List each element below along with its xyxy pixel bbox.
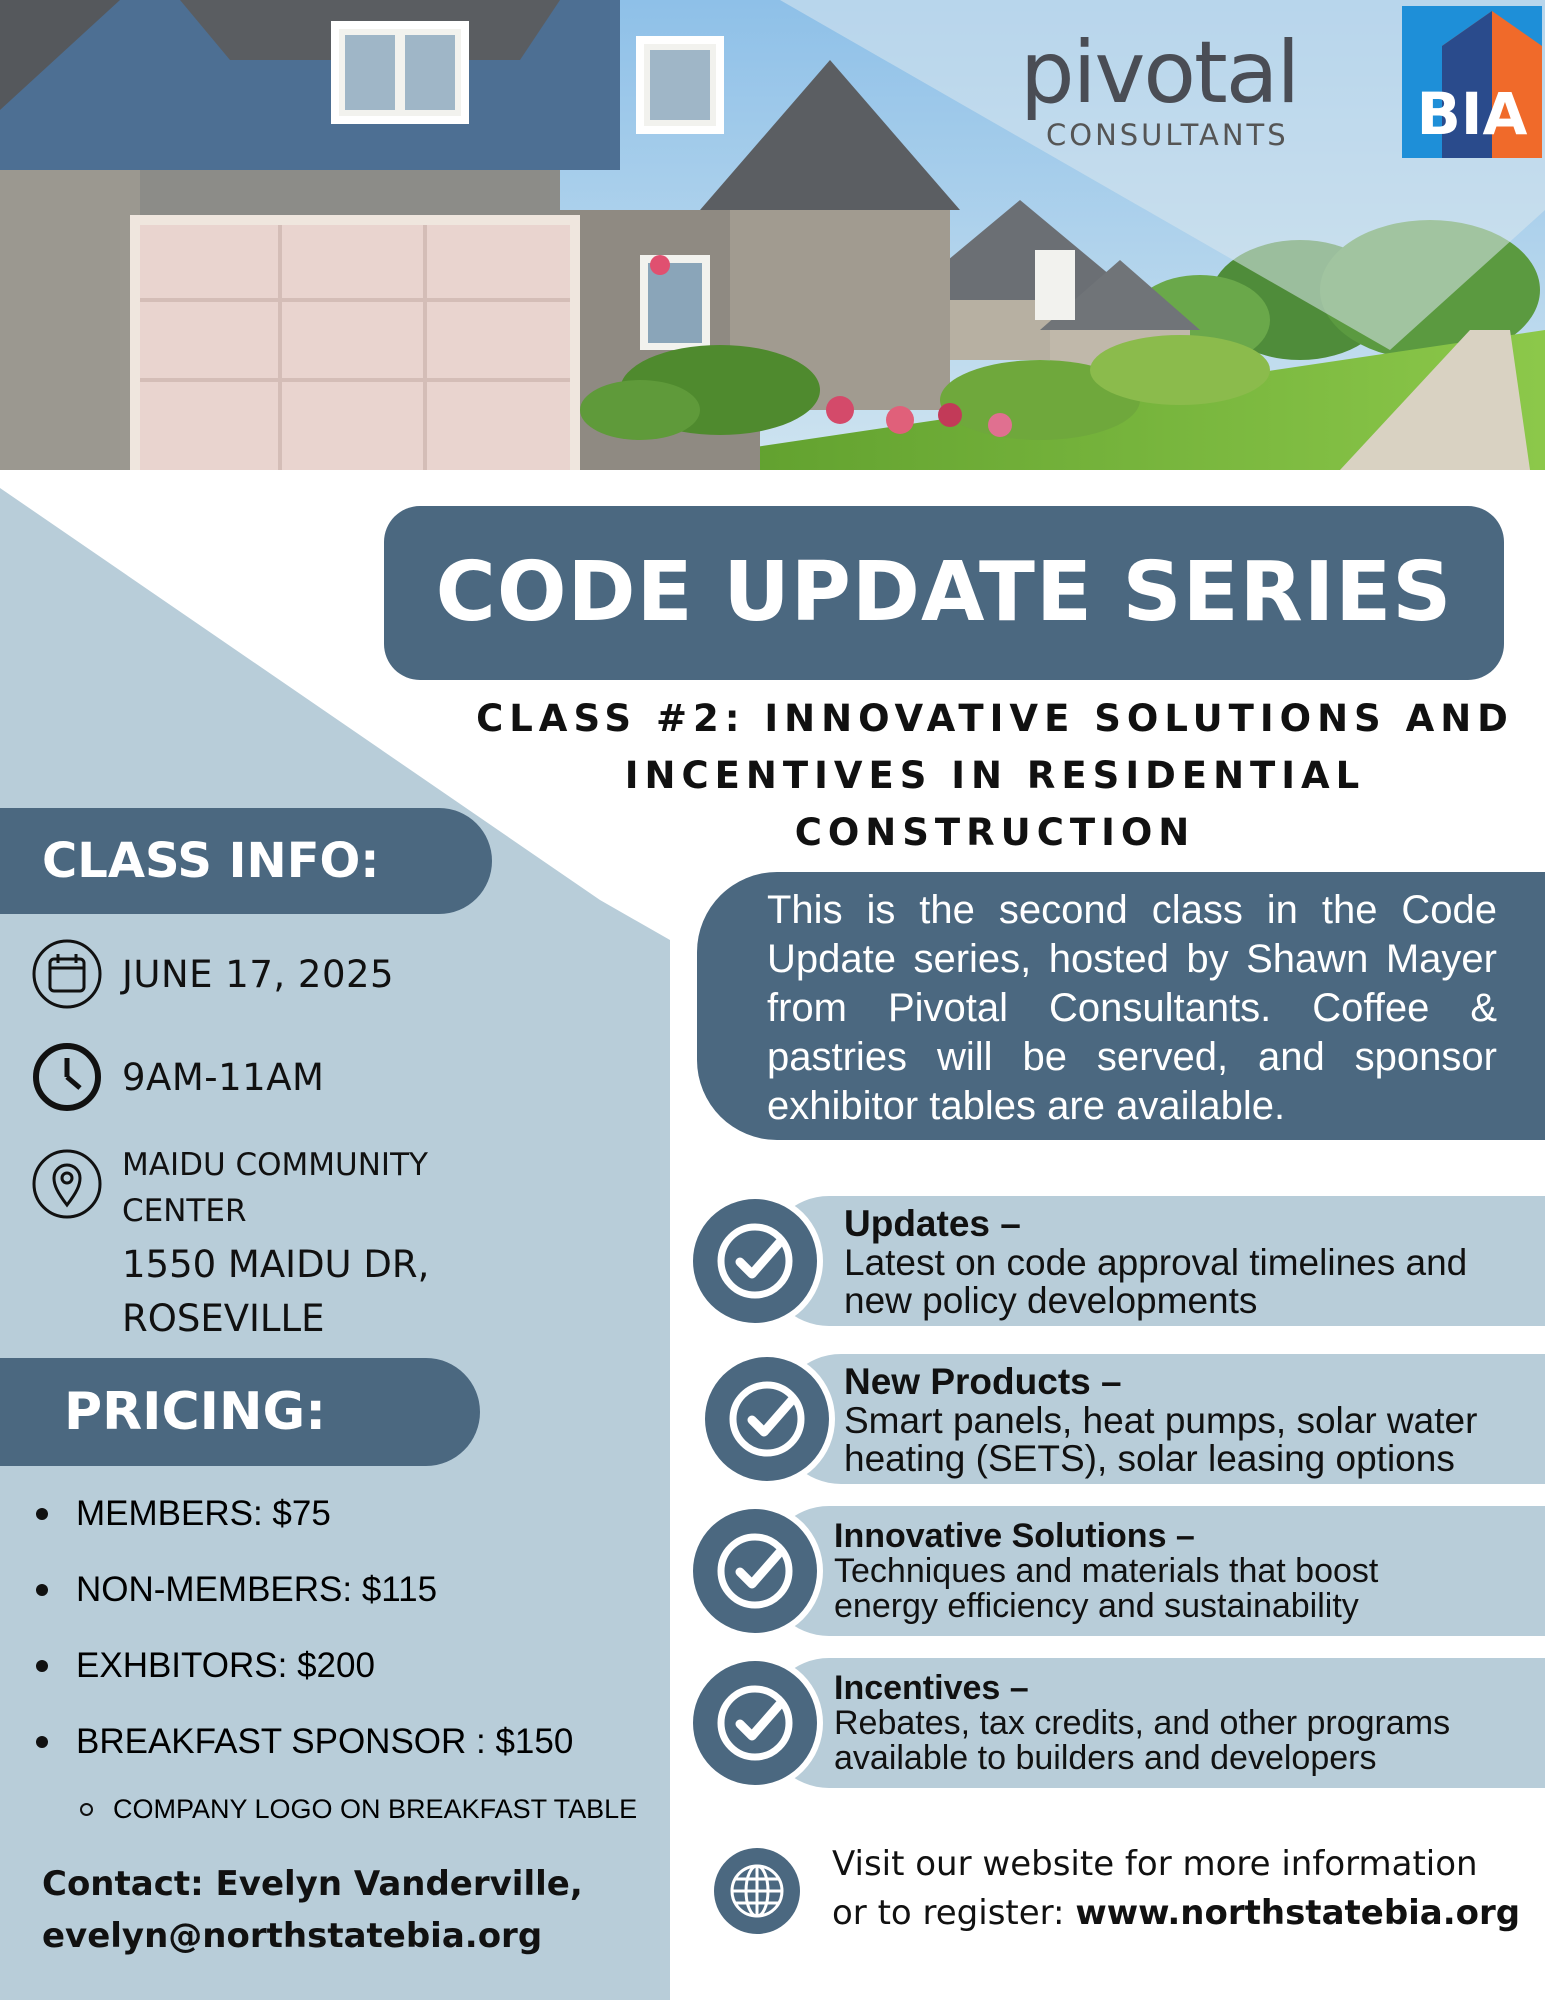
check-circle-icon bbox=[696, 1348, 838, 1490]
price-non-members: NON-MEMBERS: $115 bbox=[76, 1570, 438, 1609]
price-item bbox=[36, 1570, 437, 1610]
bullet-icon bbox=[36, 1508, 48, 1520]
subtitle-line-2: INCENTIVES IN RESIDENTIAL bbox=[624, 754, 1366, 797]
price-sub-item bbox=[80, 1794, 637, 1825]
pivotal-logo-sub: CONSULTANTS bbox=[1046, 118, 1289, 152]
check-circle-icon bbox=[684, 1500, 826, 1642]
bia-logo bbox=[1402, 6, 1542, 158]
calendar-icon bbox=[30, 937, 104, 1011]
pivotal-logo-word: pivotal bbox=[1020, 23, 1299, 123]
feature-new-products bbox=[696, 1354, 1545, 1484]
feature-incentives bbox=[684, 1658, 1545, 1788]
sponsor-perk: COMPANY LOGO ON BREAKFAST TABLE bbox=[113, 1794, 638, 1824]
feature-body-line: Latest on code approval timelines and bbox=[844, 1242, 1468, 1283]
address-line-1: 1550 MAIDU DR, bbox=[122, 1243, 430, 1286]
feature-body-line: energy efficiency and sustainability bbox=[834, 1587, 1359, 1625]
price-breakfast-sponsor: BREAKFAST SPONSOR : $150 bbox=[76, 1722, 574, 1761]
pivotal-consultants-logo bbox=[1010, 23, 1370, 152]
website-text bbox=[832, 1840, 1520, 1938]
location-block bbox=[122, 1142, 429, 1346]
feature-body-line: Rebates, tax credits, and other programs bbox=[834, 1704, 1451, 1742]
price-item bbox=[36, 1646, 375, 1686]
class-info-heading: CLASS INFO: bbox=[0, 808, 492, 914]
feature-title: Innovative Solutions – bbox=[834, 1517, 1195, 1555]
feature-body-line: heating (SETS), solar leasing options bbox=[844, 1438, 1455, 1479]
feature-body-line: new policy developments bbox=[844, 1280, 1258, 1321]
feature-title: Incentives – bbox=[834, 1669, 1029, 1707]
bullet-icon bbox=[36, 1736, 48, 1748]
class-date: JUNE 17, 2025 bbox=[122, 952, 395, 996]
class-description: This is the second class in the Code Update series, hosted by Shawn Mayer from Pivotal Consultants. Coffee & pastries will be served, and sponsor exhibitor tables are available. bbox=[697, 872, 1545, 1140]
location-row bbox=[30, 1147, 104, 1221]
feature-updates bbox=[684, 1196, 1545, 1326]
location-name-line-1: MAIDU COMMUNITY bbox=[122, 1147, 428, 1183]
feature-text bbox=[844, 1204, 1525, 1320]
pricing-heading: PRICING: bbox=[0, 1358, 480, 1466]
subtitle-line-3: CONSTRUCTION bbox=[794, 811, 1196, 854]
check-circle-icon bbox=[684, 1652, 826, 1794]
hollow-bullet-icon bbox=[80, 1803, 93, 1816]
location-name-line-2: CENTER bbox=[122, 1193, 247, 1229]
date-row bbox=[30, 937, 394, 1011]
check-circle-icon bbox=[684, 1190, 826, 1332]
address-line-2: ROSEVILLE bbox=[122, 1297, 325, 1340]
class-time: 9AM-11AM bbox=[122, 1055, 325, 1099]
feature-text bbox=[834, 1670, 1525, 1776]
bia-logo-text: BIA bbox=[1416, 80, 1528, 148]
feature-title: New Products – bbox=[844, 1361, 1122, 1402]
bullet-icon bbox=[36, 1660, 48, 1672]
contact-name: Contact: Evelyn Vanderville, bbox=[42, 1864, 583, 1904]
price-item bbox=[36, 1722, 573, 1762]
contact-block bbox=[42, 1858, 583, 1962]
price-item bbox=[36, 1494, 331, 1534]
feature-text bbox=[844, 1362, 1525, 1478]
feature-body-line: available to builders and developers bbox=[834, 1739, 1377, 1777]
class-subtitle bbox=[470, 690, 1520, 861]
website-line-2 bbox=[832, 1889, 1520, 1938]
subtitle-line-1: CLASS #2: INNOVATIVE SOLUTIONS AND bbox=[476, 697, 1514, 740]
location-pin-icon bbox=[30, 1147, 104, 1221]
header-house-photo bbox=[0, 0, 1545, 470]
feature-body-line: Techniques and materials that boost bbox=[834, 1552, 1379, 1590]
price-members: MEMBERS: $75 bbox=[76, 1494, 331, 1533]
feature-text bbox=[834, 1518, 1525, 1624]
feature-body-line: Smart panels, heat pumps, solar water bbox=[844, 1400, 1478, 1441]
feature-title: Updates – bbox=[844, 1203, 1021, 1244]
website-block bbox=[712, 1840, 1520, 1938]
website-url-link[interactable]: www.northstatebia.org bbox=[1075, 1893, 1521, 1933]
clock-icon bbox=[30, 1040, 104, 1114]
globe-icon bbox=[712, 1846, 802, 1936]
time-row bbox=[30, 1040, 324, 1114]
bullet-icon bbox=[36, 1584, 48, 1596]
feature-innovative-solutions bbox=[684, 1506, 1545, 1636]
price-exhibitors: EXHBITORS: $200 bbox=[76, 1646, 375, 1685]
contact-email[interactable]: evelyn@northstatebia.org bbox=[42, 1916, 543, 1956]
page-title: CODE UPDATE SERIES bbox=[384, 506, 1504, 680]
website-prefix: or to register: bbox=[832, 1893, 1076, 1933]
website-line-1: Visit our website for more information bbox=[832, 1844, 1478, 1884]
